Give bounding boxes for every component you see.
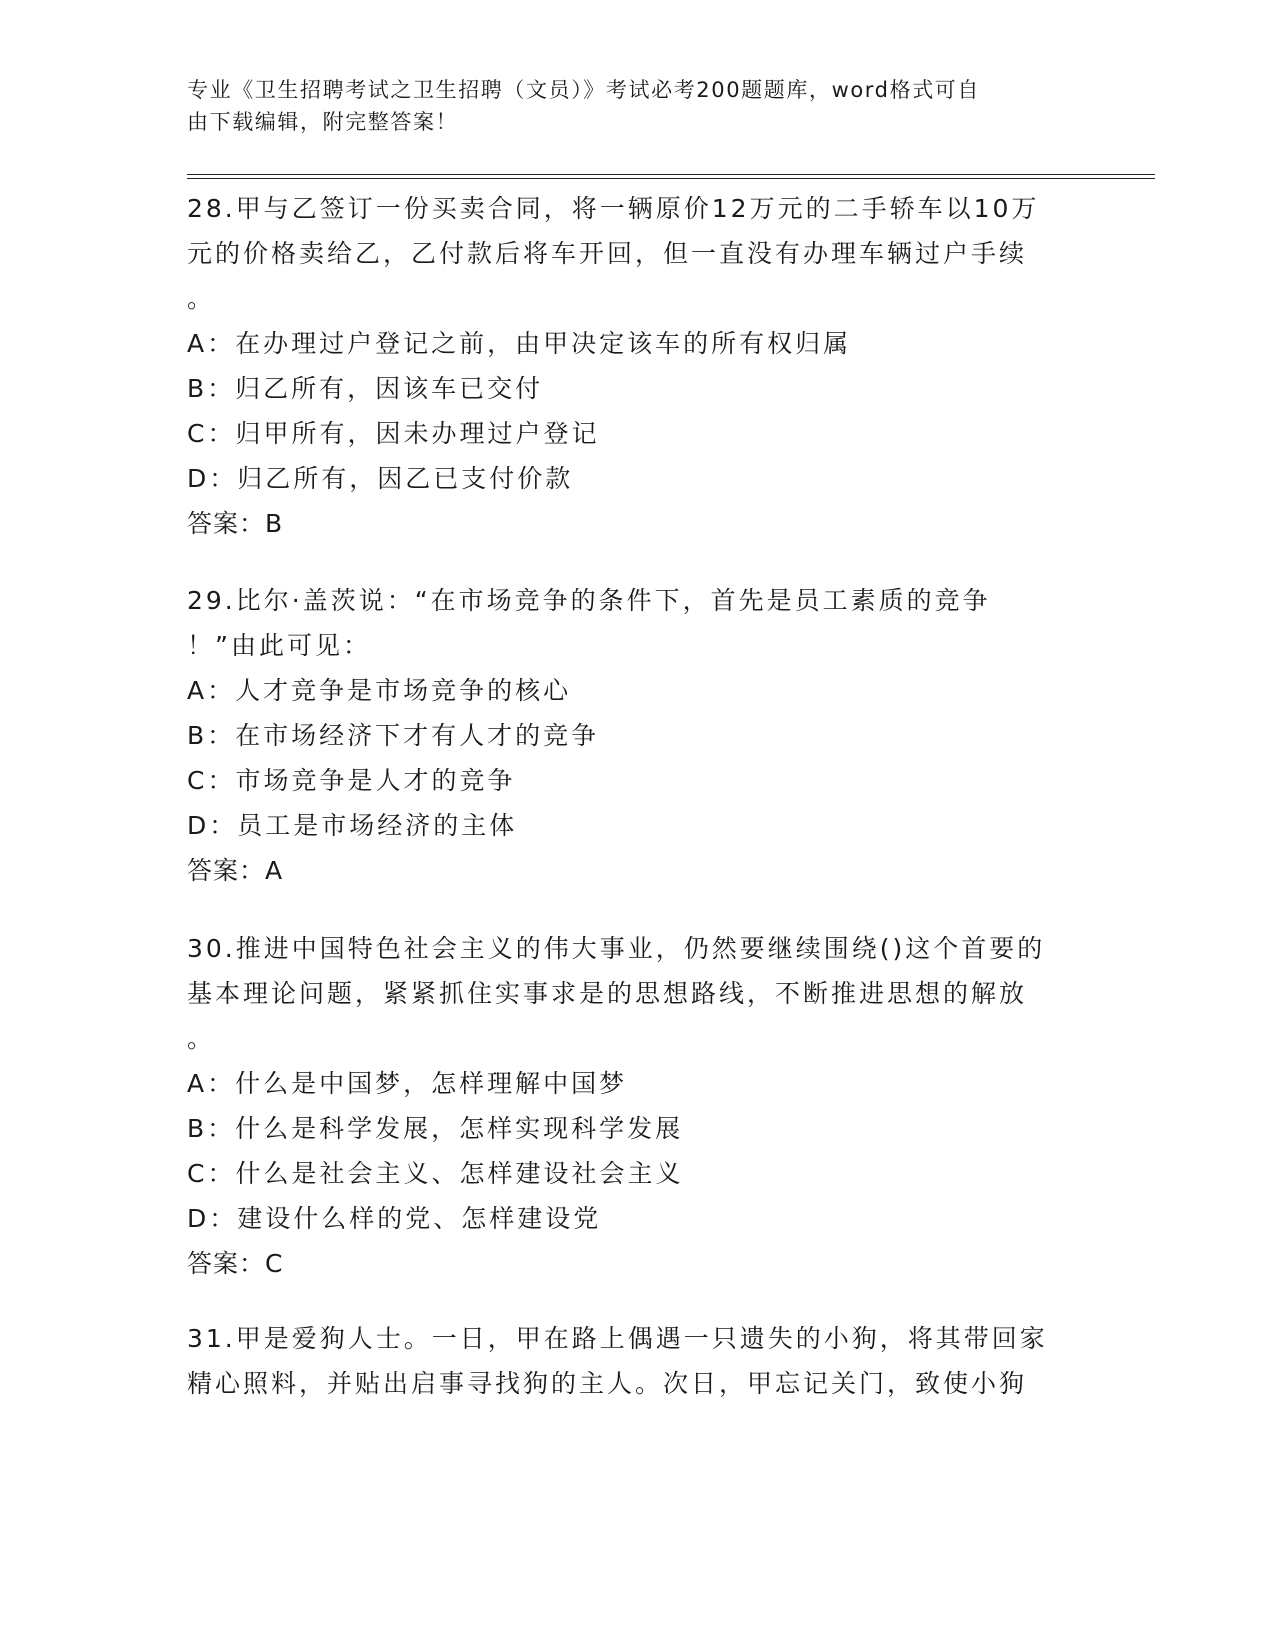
question-stem-line: 精心照料，并贴出启事寻找狗的主人。次日，甲忘记关门，致使小狗 bbox=[187, 1369, 1028, 1398]
question-stem-line: 28.甲与乙签订一份买卖合同，将一辆原价12万元的二手轿车以10万 bbox=[187, 194, 1040, 223]
question-stem-line: 。 bbox=[187, 284, 216, 313]
option-a: A：人才竞争是市场竞争的核心 bbox=[187, 676, 572, 705]
question-stem-line: 。 bbox=[187, 1024, 216, 1053]
option-d: D：员工是市场经济的主体 bbox=[187, 811, 518, 840]
option-c: C：市场竞争是人才的竞争 bbox=[187, 766, 516, 795]
option-b: B：归乙所有，因该车已交付 bbox=[187, 374, 544, 403]
option-d: D：归乙所有，因乙已支付价款 bbox=[187, 464, 574, 493]
option-b: B：什么是科学发展，怎样实现科学发展 bbox=[187, 1114, 684, 1143]
header-divider-top bbox=[187, 174, 1155, 175]
option-a: A：什么是中国梦，怎样理解中国梦 bbox=[187, 1069, 628, 1098]
question-31 bbox=[187, 1316, 1067, 1406]
option-d: D：建设什么样的党、怎样建设党 bbox=[187, 1204, 602, 1233]
option-a: A：在办理过户登记之前，由甲决定该车的所有权归属 bbox=[187, 329, 852, 358]
question-stem-line: 元的价格卖给乙，乙付款后将车开回，但一直没有办理车辆过户手续 bbox=[187, 239, 1028, 268]
header-line-2: 由下载编辑，附完整答案！ bbox=[187, 110, 459, 134]
question-28 bbox=[187, 186, 1067, 546]
option-c: C：什么是社会主义、怎样建设社会主义 bbox=[187, 1159, 684, 1188]
answer: 答案：C bbox=[187, 1249, 284, 1278]
question-30 bbox=[187, 926, 1067, 1286]
question-stem-line: 基本理论问题，紧紧抓住实事求是的思想路线，不断推进思想的解放 bbox=[187, 979, 1028, 1008]
question-stem-line: 31.甲是爱狗人士。一日，甲在路上偶遇一只遗失的小狗，将其带回家 bbox=[187, 1324, 1048, 1353]
document-header bbox=[187, 74, 1067, 138]
option-b: B：在市场经济下才有人才的竞争 bbox=[187, 721, 600, 750]
answer: 答案：A bbox=[187, 856, 284, 885]
answer: 答案：B bbox=[187, 509, 284, 538]
header-line-1: 专业《卫生招聘考试之卫生招聘（文员）》考试必考200题题库，word格式可自 bbox=[187, 78, 980, 102]
question-stem-line: 29.比尔·盖茨说：“在市场竞争的条件下，首先是员工素质的竞争 bbox=[187, 586, 991, 615]
question-stem-line: 30.推进中国特色社会主义的伟大事业，仍然要继续围绕()这个首要的 bbox=[187, 934, 1046, 963]
question-stem-line: ！”由此可见： bbox=[187, 631, 371, 660]
option-c: C：归甲所有，因未办理过户登记 bbox=[187, 419, 600, 448]
question-29 bbox=[187, 578, 1067, 893]
header-divider-bottom bbox=[187, 178, 1155, 179]
